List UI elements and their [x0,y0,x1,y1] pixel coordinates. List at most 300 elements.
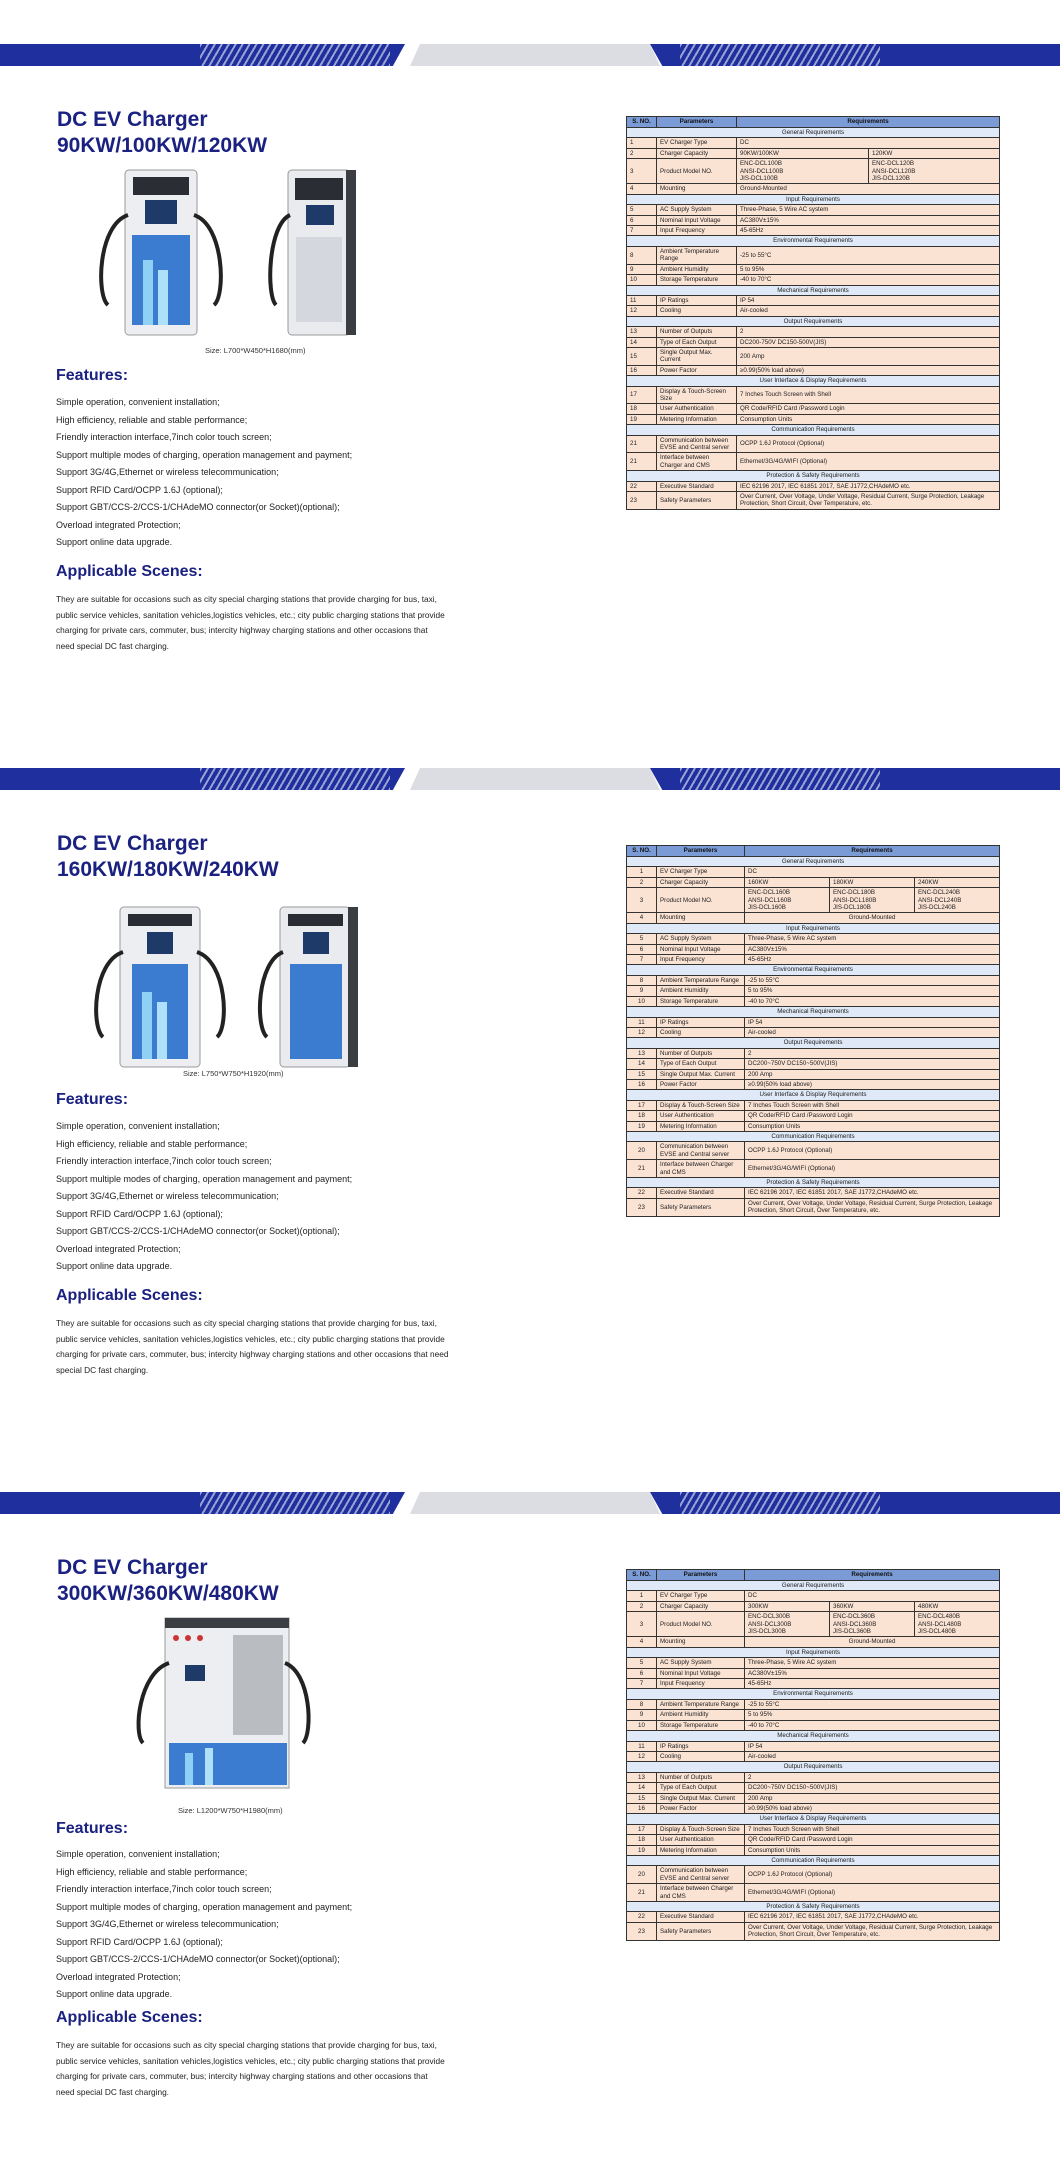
table-cell: -25 to 55°C [745,975,1000,985]
table-cell: 5 to 95% [737,264,1000,274]
table-cell: Ground-Mounted [737,184,1000,194]
table-row [627,275,1000,285]
table-row [627,1647,1000,1657]
table-cell: 8 [627,246,657,264]
table-row [627,386,1000,404]
table-row [627,1668,1000,1678]
page-title: DC EV Charger [57,108,208,131]
table-cell: Display & Touch-Screen Size [657,1100,745,1110]
table-row [627,215,1000,225]
table-cell: EV Charger Type [657,1591,745,1601]
table-cell: Ethernet/3G/4G/WIFI (Optional) [737,453,1000,471]
table-row [627,1079,1000,1089]
table-cell: DC200~750V DC150~500V(JIS) [745,1059,1000,1069]
table-row [627,1178,1000,1188]
section-header: General Requirements [627,857,1000,867]
charger-unit-right [270,170,356,335]
table-row [627,376,1000,386]
table-cell: IEC 62196 2017, IEC 61851 2017, SAE J1772,CHAdeMO etc. [745,1188,1000,1198]
feature-item: Support GBT/CCS-2/CCS-1/CHAdeMO connector(or Socket)(optional); [56,1226,340,1236]
table-cell: QR Code/RFID Card /Password Login [745,1111,1000,1121]
table-cell: ENC-DCL120B ANSI-DCL120B JIS-DCL120B [869,159,1000,184]
charger-unit-right [260,907,358,1067]
feature-item: Support online data upgrade. [56,537,173,547]
feature-item: High efficiency, reliable and stable performance; [56,1138,248,1149]
table-cell: 2 [627,148,657,158]
table-row [627,846,1000,857]
features-heading: Features: [56,1091,129,1108]
table-row [627,226,1000,236]
table-cell: 200 Amp [737,347,1000,365]
size-caption: Size: L750*W750*H1920(mm) [183,1069,284,1078]
table-row [627,316,1000,326]
table-cell: Input Frequency [657,1679,745,1689]
table-cell: 16 [627,1079,657,1089]
feature-item: Support multiple modes of charging, operation management and payment; [56,1173,353,1184]
table-cell: Executive Standard [657,1912,745,1922]
table-cell: IEC 62196 2017, IEC 61851 2017, SAE J1772,CHAdeMO etc. [737,481,1000,491]
table-row [627,1783,1000,1793]
page-title: DC EV Charger [57,1556,208,1579]
table-row [627,857,1000,867]
table-row [627,425,1000,435]
table-cell: Requirements [745,1570,1000,1581]
table-row [627,194,1000,204]
table-cell: DC [745,867,1000,877]
table-cell: Product Model NO. [657,159,737,184]
table-row [627,1570,1000,1581]
table-row [627,1720,1000,1730]
table-cell: 180KW [830,877,915,887]
table-cell: Consumption Units [745,1845,1000,1855]
panel-160-240kw [0,724,1060,1448]
feature-item: Support 3G/4G,Ethernet or wireless telecommunication; [56,467,279,477]
table-cell: IP 54 [737,295,1000,305]
table-cell: 7 [627,1679,657,1689]
table-cell: Input Frequency [657,955,745,965]
table-cell: 21 [627,435,657,453]
table-cell: Executive Standard [657,481,737,491]
table-row [627,923,1000,933]
table-cell: ≥0.99(50% load above) [745,1803,1000,1813]
table-cell: ENC-DCL240B ANSI-DCL240B JIS-DCL240B [915,888,1000,913]
section-header: Output Requirements [627,1038,1000,1048]
table-cell: Single Output Max. Current [657,1069,745,1079]
table-cell: -40 to 70°C [737,275,1000,285]
table-row [627,295,1000,305]
table-cell: Metering Information [657,1121,745,1131]
table-cell: IP Ratings [657,1741,745,1751]
scenes-heading: Applicable Scenes: [56,563,203,580]
table-row [627,1751,1000,1761]
table-cell: EV Charger Type [657,138,737,148]
table-row [627,944,1000,954]
table-cell: AC Supply System [657,205,737,215]
table-row [627,1824,1000,1834]
table-cell: 16 [627,365,657,375]
table-row [627,128,1000,138]
table-cell: 13 [627,327,657,337]
feature-item: Overload integrated Protection; [56,519,181,530]
section-header: User Interface & Display Requirements [627,1814,1000,1824]
table-cell: Number of Outputs [657,1048,745,1058]
section-header: User Interface & Display Requirements [627,1090,1000,1100]
table-row [627,138,1000,148]
table-cell: -40 to 70°C [745,1720,1000,1730]
table-cell: Interface between Charger and CMS [657,453,737,471]
table-cell: Ambient Temperature Range [657,246,737,264]
table-cell: Single Output Max. Current [657,347,737,365]
feature-item: Support 3G/4G,Ethernet or wireless telecommunication; [56,1191,279,1201]
section-header: Communication Requirements [627,1131,1000,1141]
section-header: Environmental Requirements [627,965,1000,975]
charger-unit-left [101,170,221,335]
table-cell: 2 [745,1772,1000,1782]
table-row [627,934,1000,944]
table-cell: 5 to 95% [745,1710,1000,1720]
panel-300-480kw [0,1448,1060,2172]
table-cell: 4 [627,913,657,923]
table-cell: OCPP 1.6J Protocol (Optional) [737,435,1000,453]
table-cell: Ethernet/3G/4G/WIFI (Optional) [745,1884,1000,1902]
table-cell: 21 [627,1160,657,1178]
scenes-heading: Applicable Scenes: [56,1287,203,1304]
table-cell: 13 [627,1048,657,1058]
size-caption: Size: L1200*W750*H1980(mm) [178,1806,283,1815]
table-cell: 90KW/100KW [737,148,869,158]
scenes-heading: Applicable Scenes: [56,2009,203,2026]
table-row [627,1845,1000,1855]
table-cell: Consumption Units [745,1121,1000,1131]
table-cell: Ambient Humidity [657,1710,745,1720]
table-cell: 2 [737,327,1000,337]
table-cell: Type of Each Output [657,337,737,347]
table-row [627,1142,1000,1160]
charger-product-image [88,165,378,345]
table-cell: AC380V±15% [745,1668,1000,1678]
table-row [627,347,1000,365]
table-cell: 5 [627,1658,657,1668]
table-cell: 9 [627,986,657,996]
table-row [627,492,1000,510]
table-cell: 17 [627,1100,657,1110]
table-cell: Single Output Max. Current [657,1793,745,1803]
feature-item: Support multiple modes of charging, operation management and payment; [56,1901,353,1912]
table-cell: Metering Information [657,1845,745,1855]
table-row [627,1772,1000,1782]
table-cell: 15 [627,1793,657,1803]
table-cell: ≥0.99(50% load above) [745,1079,1000,1089]
charger-unit-left [96,907,224,1067]
feature-item: Support online data upgrade. [56,1989,173,1999]
table-cell: 23 [627,1922,657,1940]
feature-item: Support GBT/CCS-2/CCS-1/CHAdeMO connector(or Socket)(optional); [56,502,340,512]
feature-item: Simple operation, convenient installation; [56,1849,220,1859]
table-cell: Interface between Charger and CMS [657,1884,745,1902]
header-band [0,1492,1060,1514]
table-cell: 19 [627,1121,657,1131]
features-list [56,1846,352,2004]
table-cell: 160KW [745,877,830,887]
table-row [627,1637,1000,1647]
table-cell: ENC-DCL180B ANSI-DCL180B JIS-DCL180B [830,888,915,913]
table-cell: Metering Information [657,414,737,424]
feature-item: Support RFID Card/OCPP 1.6J (optional); [56,484,223,495]
table-cell: 480KW [915,1601,1000,1611]
table-row [627,1658,1000,1668]
section-header: Input Requirements [627,194,1000,204]
table-cell: ENC-DCL160B ANSI-DCL160B JIS-DCL160B [745,888,830,913]
table-cell: 18 [627,1111,657,1121]
table-cell: 3 [627,1612,657,1637]
table-row [627,1591,1000,1601]
feature-item: Friendly interaction interface,7inch color touch screen; [56,432,272,442]
table-cell: OCPP 1.6J Protocol (Optional) [745,1142,1000,1160]
table-cell: Ambient Humidity [657,986,745,996]
table-row [627,1835,1000,1845]
table-cell: Product Model NO. [657,1612,745,1637]
feature-item: Support 3G/4G,Ethernet or wireless telecommunication; [56,1919,279,1929]
table-row [627,965,1000,975]
features-heading: Features: [56,367,129,384]
table-cell: Ambient Temperature Range [657,975,745,985]
table-cell: AC380V±15% [737,215,1000,225]
table-cell: Parameters [657,846,745,857]
scenes-text: They are suitable for occasions such as city special charging stations that provide charging for bus, taxi, public service vehicles, sanitation vehicles,logistics vehicles, etc.; city public charging stations that provide charging for private cars, commuter, bus; intercity highway charging stations and other occasions that need special DC fast charging. [56,2040,445,2097]
table-cell: User Authentication [657,1835,745,1845]
table-row [627,264,1000,274]
table-cell: 22 [627,1188,657,1198]
table-row [627,955,1000,965]
table-row [627,1866,1000,1884]
section-header: Communication Requirements [627,1855,1000,1865]
table-cell: Over Current, Over Voltage, Under Voltage, Residual Current, Surge Protection, Leakage Protection, Short Circuit, Over Temperature, etc. [745,1922,1000,1940]
table-cell: Display & Touch-Screen Size [657,386,737,404]
table-cell: 17 [627,386,657,404]
table-cell: 6 [627,1668,657,1678]
table-cell: 7 [627,226,657,236]
table-cell: 6 [627,944,657,954]
table-cell: 9 [627,1710,657,1720]
table-row [627,246,1000,264]
table-cell: DC [737,138,1000,148]
table-cell: ENC-DCL360B ANSI-DCL360B JIS-DCL360B [830,1612,915,1637]
table-row [627,306,1000,316]
table-row [627,1059,1000,1069]
table-cell: Cooling [657,306,737,316]
table-cell: 120KW [869,148,1000,158]
table-row [627,435,1000,453]
spec-table [626,1569,1000,1941]
table-row [627,1131,1000,1141]
table-cell: 18 [627,1835,657,1845]
section-header: User Interface & Display Requirements [627,376,1000,386]
table-row [627,327,1000,337]
table-row [627,285,1000,295]
table-cell: Type of Each Output [657,1059,745,1069]
table-row [627,888,1000,913]
spec-table [626,845,1000,1217]
table-row [627,1710,1000,1720]
table-cell: 1 [627,867,657,877]
table-cell: Three-Phase, 5 Wire AC system [745,1658,1000,1668]
table-cell: 5 to 95% [745,986,1000,996]
table-row [627,404,1000,414]
table-row [627,986,1000,996]
table-cell: Mounting [657,913,745,923]
table-cell: Over Current, Over Voltage, Under Voltage, Residual Current, Surge Protection, Leakage Protection, Short Circuit, Over Temperature, etc. [737,492,1000,510]
table-row [627,481,1000,491]
table-cell: IEC 62196 2017, IEC 61851 2017, SAE J1772,CHAdeMO etc. [745,1912,1000,1922]
table-row [627,453,1000,471]
section-header: Mechanical Requirements [627,1731,1000,1741]
table-cell: Mounting [657,1637,745,1647]
table-cell: Storage Temperature [657,275,737,285]
section-header: Protection & Safety Requirements [627,471,1000,481]
scenes-text: They are suitable for occasions such as city special charging stations that provide charging for bus, taxi, public service vehicles, sanitation vehicles,logistics vehicles, etc.; city public charging stations that provide charging for private cars, commuter, bus; intercity highway charging stations and other occasions that need special DC fast charging. [56,594,445,651]
table-cell: 14 [627,1059,657,1069]
table-cell: 3 [627,159,657,184]
feature-item: Support RFID Card/OCPP 1.6J (optional); [56,1936,223,1947]
table-cell: 15 [627,1069,657,1079]
table-cell: Requirements [745,846,1000,857]
table-row [627,205,1000,215]
section-header: General Requirements [627,128,1000,138]
table-cell: Storage Temperature [657,996,745,1006]
table-cell: Parameters [657,1570,745,1581]
table-cell: Power Factor [657,1803,745,1813]
table-cell: Communication between EVSE and Central server [657,1142,745,1160]
table-cell: Number of Outputs [657,1772,745,1782]
table-row [627,1922,1000,1940]
feature-item: Support GBT/CCS-2/CCS-1/CHAdeMO connector(or Socket)(optional); [56,1954,340,1964]
table-cell: Interface between Charger and CMS [657,1160,745,1178]
section-header: Mechanical Requirements [627,1007,1000,1017]
table-cell: Mounting [657,184,737,194]
table-cell: ENC-DCL100B ANSI-DCL100B JIS-DCL100B [737,159,869,184]
table-cell: 11 [627,295,657,305]
feature-item: Support multiple modes of charging, operation management and payment; [56,449,353,460]
table-cell: Charger Capacity [657,148,737,158]
table-row [627,159,1000,184]
table-row [627,1581,1000,1591]
table-cell: Input Frequency [657,226,737,236]
table-cell: 23 [627,492,657,510]
table-cell: 14 [627,1783,657,1793]
table-cell: Safety Parameters [657,1198,745,1216]
table-cell: DC200~750V DC150~500V(JIS) [745,1783,1000,1793]
table-cell: 7 Inches Touch Screen with Shell [745,1824,1000,1834]
feature-item: High efficiency, reliable and stable performance; [56,414,248,425]
table-cell: 19 [627,1845,657,1855]
table-cell: 2 [627,877,657,887]
table-row [627,1160,1000,1178]
page-subtitle: 160KW/180KW/240KW [57,858,279,881]
table-row [627,996,1000,1006]
table-cell: 15 [627,347,657,365]
table-cell: 12 [627,1027,657,1037]
section-header: Protection & Safety Requirements [627,1178,1000,1188]
page-subtitle: 90KW/100KW/120KW [57,134,268,157]
features-list [56,394,352,552]
table-cell: 7 Inches Touch Screen with Shell [737,386,1000,404]
section-header: Environmental Requirements [627,1689,1000,1699]
table-cell: Charger Capacity [657,877,745,887]
table-cell: QR Code/RFID Card /Password Login [745,1835,1000,1845]
charger-product-image [125,1613,315,1793]
table-row [627,867,1000,877]
table-cell: 9 [627,264,657,274]
charger-product-image [85,902,375,1072]
table-cell: 6 [627,215,657,225]
table-cell: Air-cooled [745,1751,1000,1761]
table-cell: Communication between EVSE and Central server [657,435,737,453]
table-cell: 8 [627,1699,657,1709]
table-row [627,1762,1000,1772]
table-row [627,1855,1000,1865]
table-row [627,1814,1000,1824]
table-cell: Ethernet/3G/4G/WIFI (Optional) [745,1160,1000,1178]
table-cell: S. NO. [627,846,657,857]
table-cell: 1 [627,1591,657,1601]
table-row [627,1902,1000,1912]
table-cell: 200 Amp [745,1793,1000,1803]
table-cell: 18 [627,404,657,414]
section-header: Input Requirements [627,1647,1000,1657]
table-row [627,1601,1000,1611]
table-cell: 10 [627,1720,657,1730]
table-cell: Air-cooled [737,306,1000,316]
feature-item: High efficiency, reliable and stable performance; [56,1866,248,1877]
section-header: Protection & Safety Requirements [627,1902,1000,1912]
table-cell: Safety Parameters [657,1922,745,1940]
table-cell: Three-Phase, 5 Wire AC system [745,934,1000,944]
table-row [627,1188,1000,1198]
table-cell: Ambient Temperature Range [657,1699,745,1709]
table-cell: 20 [627,1142,657,1160]
table-cell: Cooling [657,1751,745,1761]
table-cell: Display & Touch-Screen Size [657,1824,745,1834]
table-row [627,1090,1000,1100]
table-row [627,1679,1000,1689]
table-cell: IP 54 [745,1017,1000,1027]
table-cell: 17 [627,1824,657,1834]
table-row [627,1121,1000,1131]
table-cell: 5 [627,205,657,215]
table-cell: Product Model NO. [657,888,745,913]
table-cell: -40 to 70°C [745,996,1000,1006]
table-cell: Over Current, Over Voltage, Under Voltage, Residual Current, Surge Protection, Leakage Protection, Short Circuit, Over Temperature, etc. [745,1198,1000,1216]
features-list [56,1118,352,1276]
table-row [627,913,1000,923]
table-cell: Nominal Input Voltage [657,944,745,954]
scenes-text: They are suitable for occasions such as city special charging stations that provide charging for bus, taxi, public service vehicles, sanitation vehicles,logistics vehicles, etc.; city public charging stations that provide charging for private cars, commuter, bus; intercity highway charging stations and other occasions that need special DC fast charging. [56,1318,449,1375]
table-row [627,1612,1000,1637]
section-header: Mechanical Requirements [627,285,1000,295]
table-cell: 22 [627,1912,657,1922]
table-row [627,1912,1000,1922]
table-row [627,1038,1000,1048]
table-cell: User Authentication [657,404,737,414]
table-cell: AC Supply System [657,1658,745,1668]
table-cell: Ambient Humidity [657,264,737,274]
table-row [627,1198,1000,1216]
table-cell: Storage Temperature [657,1720,745,1730]
table-cell: 4 [627,184,657,194]
table-cell: IP 54 [745,1741,1000,1751]
table-row [627,365,1000,375]
table-cell: 45-65Hz [745,1679,1000,1689]
